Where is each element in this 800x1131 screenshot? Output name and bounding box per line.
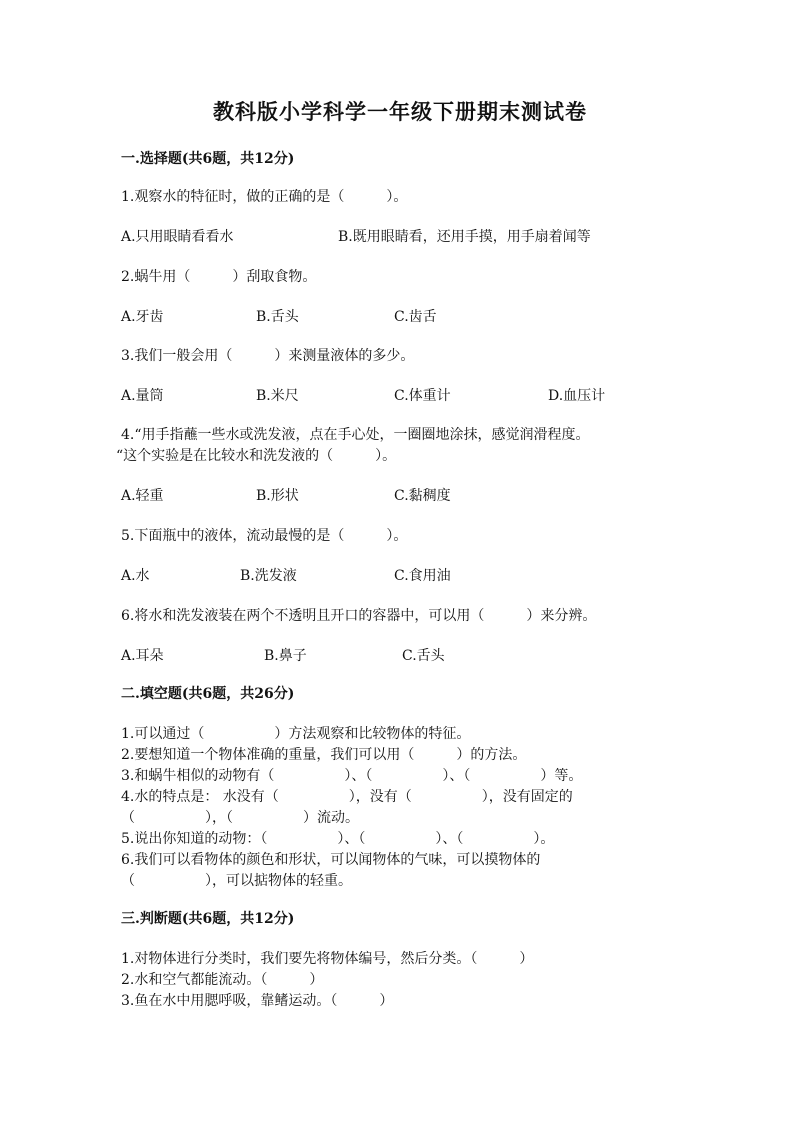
- question-3-option-a: A.量筒: [121, 388, 164, 404]
- question-2-stem: 2.蜗牛用（ ）刮取食物。: [121, 269, 317, 285]
- question-4-option-a: A.轻重: [121, 488, 164, 504]
- question-4-option-c: C.黏稠度: [394, 488, 451, 504]
- question-2-option-a: A.牙齿: [121, 309, 164, 325]
- judge-line-2: 2.水和空气都能流动。（ ）: [121, 972, 324, 988]
- judge-line-1: 1.对物体进行分类时，我们要先将物体编号，然后分类。（ ）: [121, 951, 534, 967]
- question-5-option-c: C.食用油: [394, 568, 451, 584]
- question-6-option-c: C.舌头: [402, 648, 445, 664]
- question-5-stem: 5.下面瓶中的液体，流动最慢的是（ ）。: [121, 528, 408, 544]
- section-heading-judge: 三.判断题(共6题，共12分): [121, 911, 295, 927]
- question-6-option-b: B.鼻子: [264, 648, 307, 664]
- section-heading-choice: 一.选择题(共6题，共12分): [121, 151, 295, 167]
- question-4-stem-line1: 4.“用手指蘸一些水或洗发液，点在手心处，一圈圈地涂抹，感觉润滑程度。: [121, 427, 590, 443]
- question-6-option-a: A.耳朵: [121, 648, 164, 664]
- fill-line-6: 6.我们可以看物体的颜色和形状，可以闻物体的气味，可以摸物体的: [121, 852, 541, 868]
- question-2-option-b: B.舌头: [256, 309, 299, 325]
- fill-line-2: 2.要想知道一个物体准确的重量，我们可以用（ ）的方法。: [121, 747, 527, 763]
- question-6-stem: 6.将水和洗发液装在两个不透明且开口的容器中，可以用（ ）来分辨。: [121, 608, 597, 624]
- question-3-option-b: B.米尺: [256, 388, 299, 404]
- question-2-option-c: C.齿舌: [394, 309, 437, 325]
- question-5-option-a: A.水: [121, 568, 150, 584]
- fill-line-1: 1.可以通过（ ）方法观察和比较物体的特征。: [121, 726, 471, 742]
- fill-line-5: 5.说出你知道的动物：（ ）、（ ）、（ ）。: [121, 831, 555, 847]
- question-3-stem: 3.我们一般会用（ ）来测量液体的多少。: [121, 348, 415, 364]
- fill-line-6-cont: （ ），可以掂物体的轻重。: [121, 873, 352, 889]
- fill-line-3: 3.和蜗牛相似的动物有（ ）、（ ）、（ ）等。: [121, 768, 583, 784]
- question-1-stem: 1.观察水的特征时，做的正确的是（ ）。: [121, 189, 408, 205]
- question-4-option-b: B.形状: [256, 488, 299, 504]
- question-3-option-d: D.血压计: [548, 388, 606, 404]
- question-4-stem-line2: “这个实验是在比较水和洗发液的（ ）。: [116, 448, 397, 464]
- exam-title: 教科版小学科学一年级下册期末测试卷: [213, 99, 587, 124]
- fill-line-4-cont: （ ），（ ）流动。: [121, 810, 359, 826]
- question-1-option-a: A.只用眼睛看看水: [121, 229, 234, 245]
- judge-line-3: 3.鱼在水中用腮呼吸，靠鳍运动。（ ）: [121, 993, 394, 1009]
- question-1-option-b: B.既用眼睛看，还用手摸，用手扇着闻等: [338, 229, 591, 245]
- question-3-option-c: C.体重计: [394, 388, 451, 404]
- question-5-option-b: B.洗发液: [240, 568, 297, 584]
- fill-line-4: 4.水的特点是： 水没有（ ），没有（ ），没有固定的: [121, 789, 573, 805]
- section-heading-fill: 二.填空题(共6题，共26分): [121, 686, 295, 702]
